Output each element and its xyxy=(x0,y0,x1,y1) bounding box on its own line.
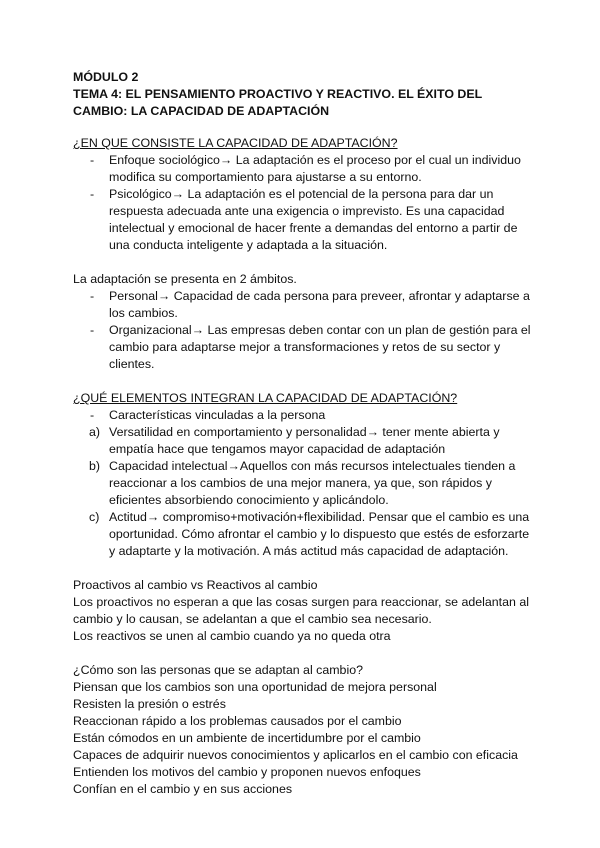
list-item: - Organizacional→ Las empresas deben contar con un plan de gestión para el cambio para adaptarse mejor a transformaciones y retos de su sector y clientes. xyxy=(73,322,533,373)
adaptation-approaches-list xyxy=(73,152,533,254)
proactive-paragraph: Los proactivos no esperan a que las cosas surgen para reaccionar, se adelantan al cambio y lo causan, se adelantan a que el cambio sea necesario. xyxy=(73,595,529,626)
trait-line: Están cómodos en un ambiente de incertidumbre por el cambio xyxy=(73,731,421,745)
adaptive-people-question: ¿Cómo son las personas que se adaptan al cambio? xyxy=(73,663,363,677)
list-marker: a) xyxy=(89,425,101,439)
elements-list xyxy=(73,424,533,560)
trait-line: Resisten la presión o estrés xyxy=(73,697,226,711)
section-heading-adaptation: ¿EN QUE CONSISTE LA CAPACIDAD DE ADAPTACIÓN? xyxy=(73,136,398,150)
trait-line: Piensan que los cambios son una oportunidad de mejora personal xyxy=(73,680,437,694)
list-item-text: Versatilidad en comportamiento y personalidad→ tener mente abierta y empatía hace que tengamos mayor capacidad de adaptación xyxy=(109,425,500,456)
proactive-reactive-title: Proactivos al cambio vs Reactivos al cambio xyxy=(73,578,318,592)
list-item: - Características vinculadas a la persona xyxy=(73,407,533,424)
document-content xyxy=(73,69,533,798)
scopes-list xyxy=(73,288,533,373)
trait-line: Capaces de adquirir nuevos conocimientos y aplicarlos en el cambio con eficacia xyxy=(73,748,518,762)
list-item xyxy=(73,424,533,458)
list-marker: c) xyxy=(89,510,100,524)
list-item: - Enfoque sociológico→ La adaptación es el proceso por el cual un individuo modifica su comportamiento para ajustarse a su entorno. xyxy=(73,152,533,186)
topic-title-line-1: TEMA 4: EL PENSAMIENTO PROACTIVO Y REACTIVO. EL ÉXITO DEL xyxy=(73,87,483,101)
list-item-text: Capacidad intelectual→Aquellos con más recursos intelectuales tienden a reaccionar a los cambios de una mejor manera, ya que, son rápidos y eficientes absorbiendo conocimiento y aplicándolo. xyxy=(109,459,516,507)
module-title: MÓDULO 2 xyxy=(73,70,139,84)
list-marker: b) xyxy=(89,459,101,473)
list-item xyxy=(73,509,533,560)
trait-line: Reaccionan rápido a los problemas causados por el cambio xyxy=(73,714,402,728)
list-item: - Personal→ Capacidad de cada persona para preveer, afrontar y adaptarse a los cambios. xyxy=(73,288,533,322)
section-heading-elements: ¿QUÉ ELEMENTOS INTEGRAN LA CAPACIDAD DE ADAPTACIÓN? xyxy=(73,391,458,405)
characteristics-list xyxy=(73,407,533,424)
list-item-text: Actitud→ compromiso+motivación+flexibilidad. Pensar que el cambio es una oportunidad. Cómo afrontar el cambio y lo dispuesto que estés de esforzarte y adaptarte y la motivación. A más actitud más capacidad de adaptación. xyxy=(109,510,530,558)
trait-line: Confían en el cambio y en sus acciones xyxy=(73,782,293,796)
list-item xyxy=(73,458,533,509)
topic-title-line-2: CAMBIO: LA CAPACIDAD DE ADAPTACIÓN xyxy=(73,104,330,118)
scopes-intro: La adaptación se presenta en 2 ámbitos. xyxy=(73,272,297,286)
list-item: - Psicológico→ La adaptación es el potencial de la persona para dar un respuesta adecuada ante una exigencia o imprevisto. Es una capacidad intelectual y emocional de hacer frente a demandas del entorno a partir de una conducta inteligente y adaptada a la situación. xyxy=(73,186,533,254)
reactive-paragraph: Los reactivos se unen al cambio cuando ya no queda otra xyxy=(73,629,391,643)
trait-line: Entienden los motivos del cambio y proponen nuevos enfoques xyxy=(73,765,421,779)
